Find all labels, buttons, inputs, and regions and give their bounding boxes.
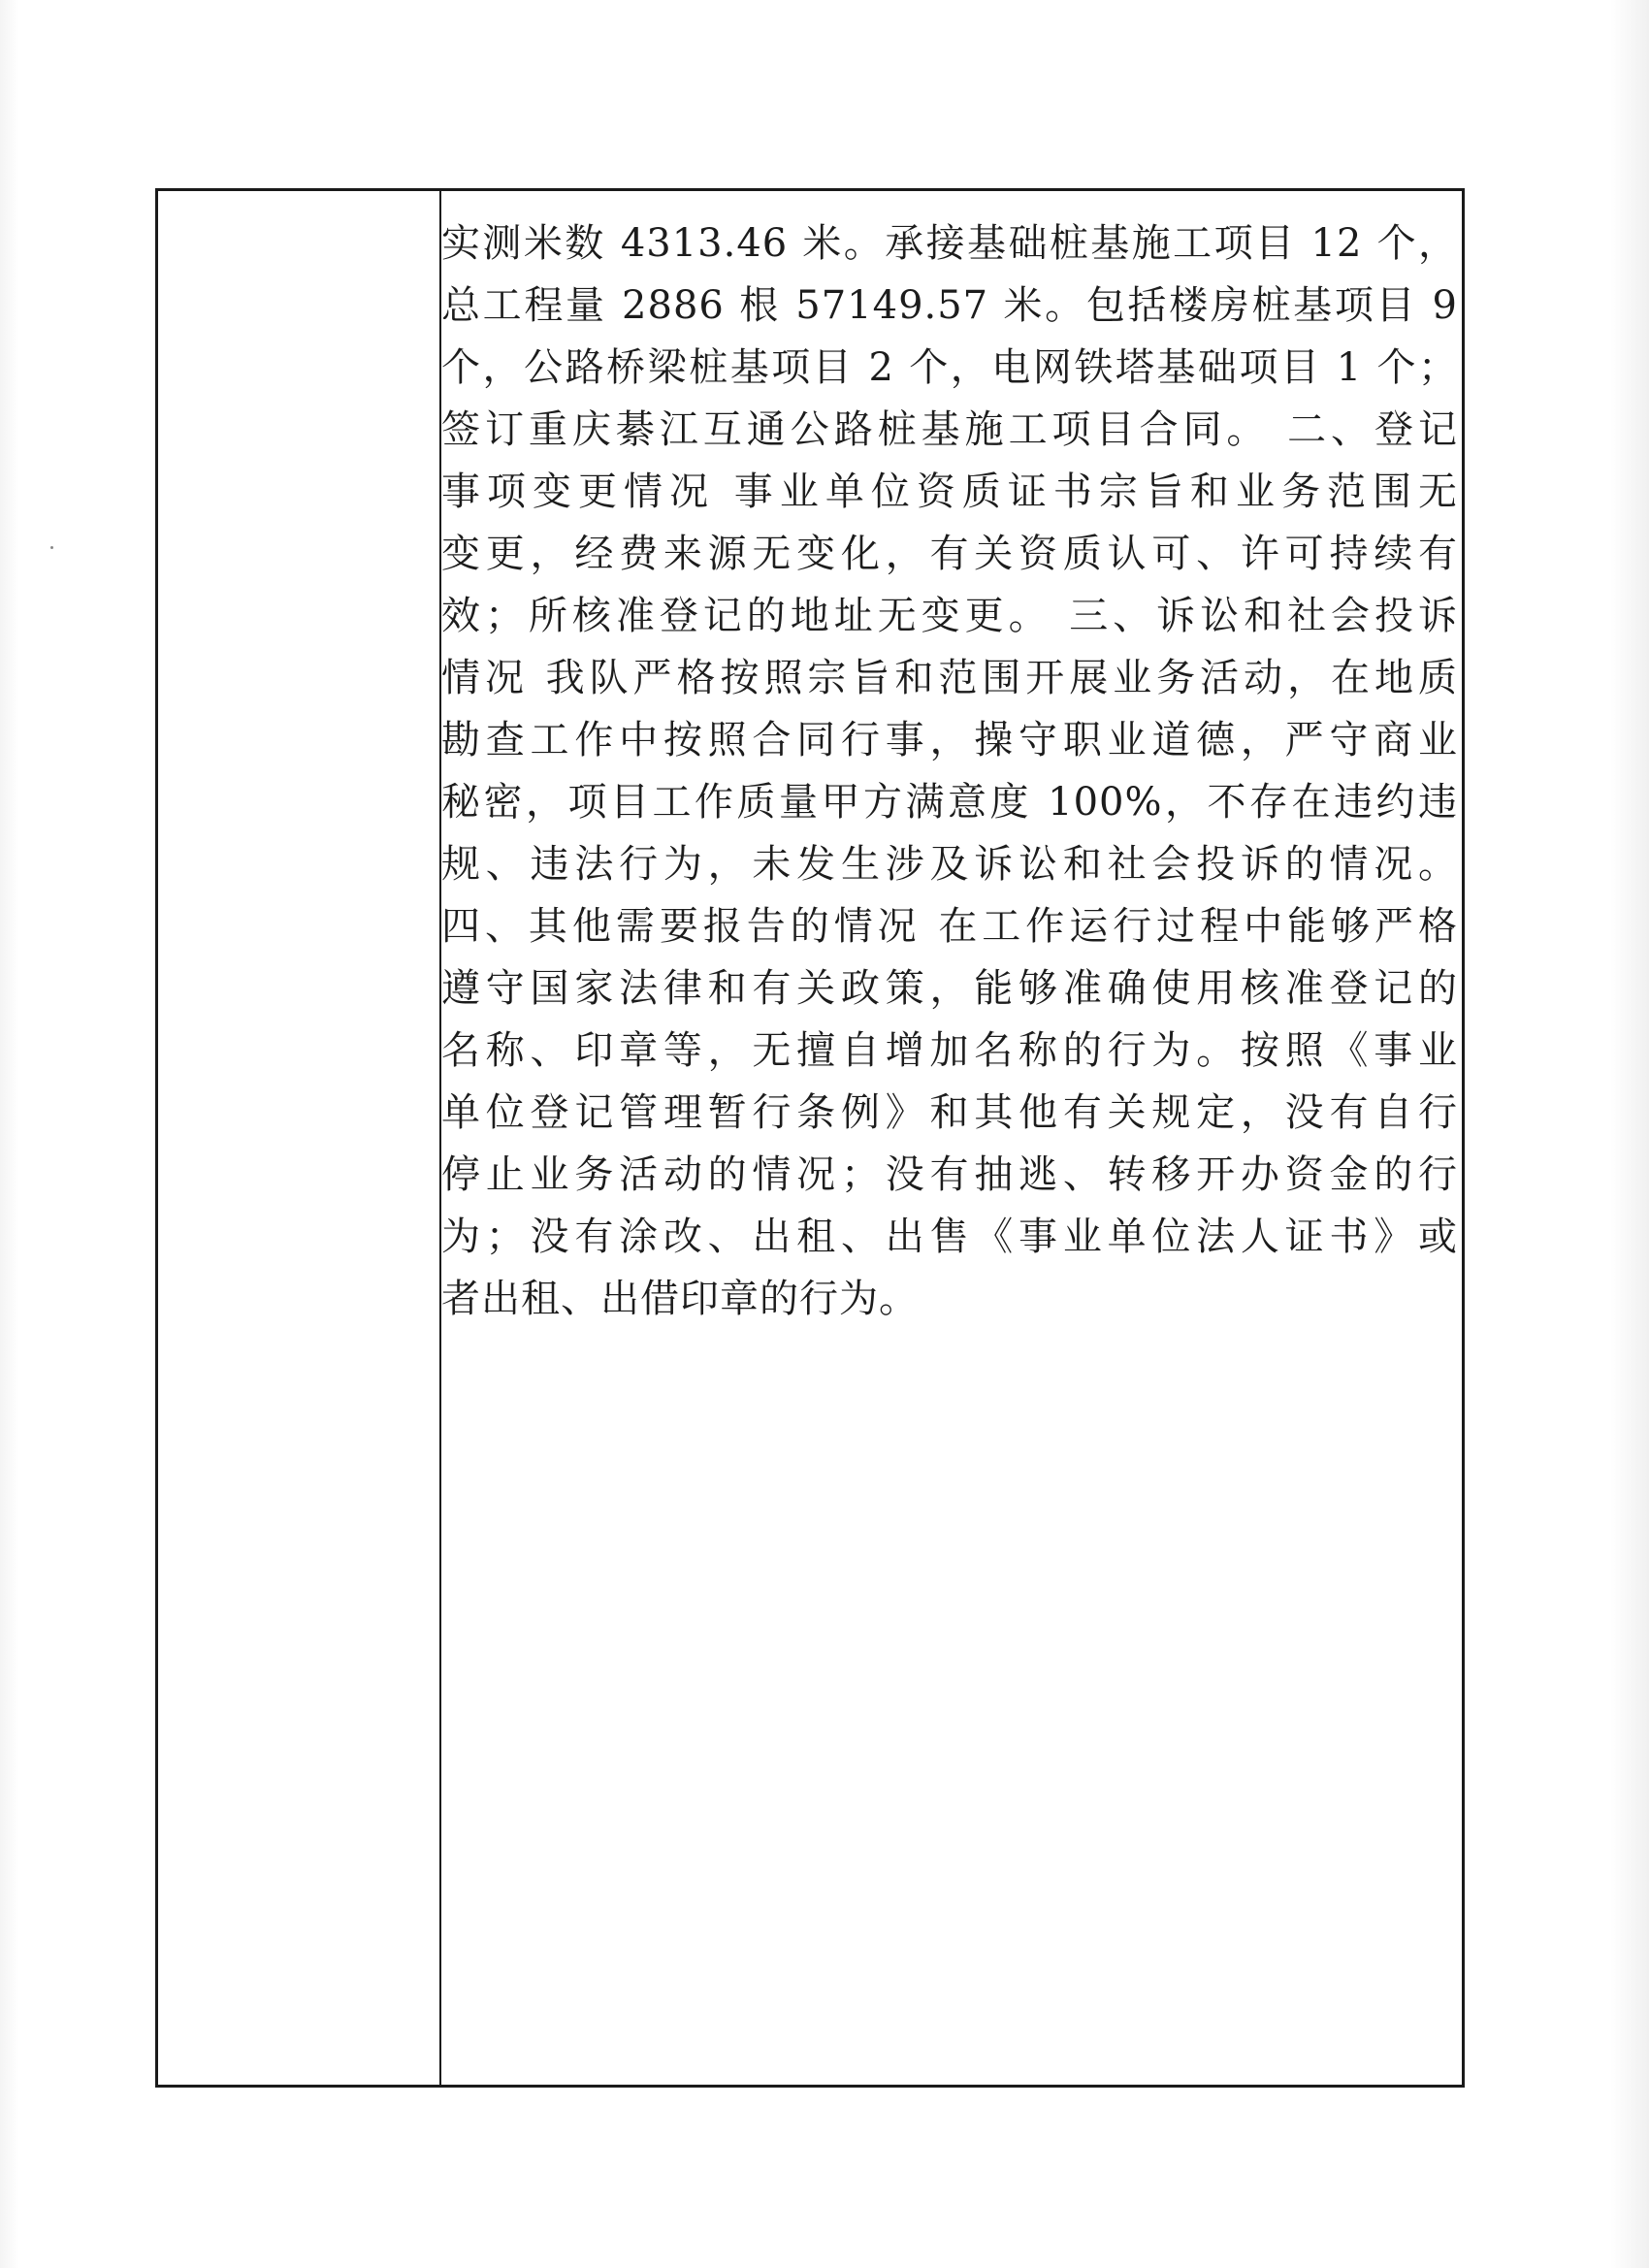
report-line-last: 者出租、出借印章的行为。 (441, 1277, 919, 1321)
report-line: 秘密，项目工作质量甲方满意度 100%，不存在违约违 (441, 780, 1458, 825)
report-form-table (155, 188, 1465, 2088)
report-line: 单位登记管理暂行条例》和其他有关规定，没有自行 (441, 1090, 1458, 1135)
report-line: 情况 我队严格按照宗旨和范围开展业务活动，在地质 (441, 656, 1458, 700)
report-line: 停止业务活动的情况；没有抽逃、转移开办资金的行 (441, 1152, 1458, 1197)
report-line: 遵守国家法律和有关政策，能够准确使用核准登记的 (441, 966, 1458, 1011)
scan-speck (50, 546, 53, 549)
report-line: 个，公路桥梁桩基项目 2 个，电网铁塔基础项目 1 个； (441, 345, 1458, 390)
content-column-cell (441, 191, 1462, 2085)
report-line: 名称、印章等，无擅自增加名称的行为。按照《事业 (441, 1028, 1458, 1073)
report-line: 总工程量 2886 根 57149.57 米。包括楼房桩基项目 9 (441, 283, 1458, 328)
report-line: 实测米数 4313.46 米。承接基础桩基施工项目 12 个， (441, 221, 1458, 266)
report-line: 为；没有涂改、出租、出售《事业单位法人证书》或 (441, 1215, 1458, 1259)
label-column-cell (158, 191, 441, 2085)
report-line: 签订重庆綦江互通公路桩基施工项目合同。 二、登记 (441, 407, 1458, 452)
report-line: 四、其他需要报告的情况 在工作运行过程中能够严格 (441, 904, 1458, 949)
report-line: 规、违法行为，未发生涉及诉讼和社会投诉的情况。 (441, 842, 1458, 887)
report-body-text (441, 212, 1458, 1330)
report-line: 效；所核准登记的地址无变更。 三、诉讼和社会投诉 (441, 594, 1458, 638)
report-line: 事项变更情况 事业单位资质证书宗旨和业务范围无 (441, 470, 1458, 514)
report-line: 变更，经费来源无变化，有关资质认可、许可持续有 (441, 532, 1458, 576)
report-line: 勘查工作中按照合同行事，操守职业道德，严守商业 (441, 718, 1458, 762)
